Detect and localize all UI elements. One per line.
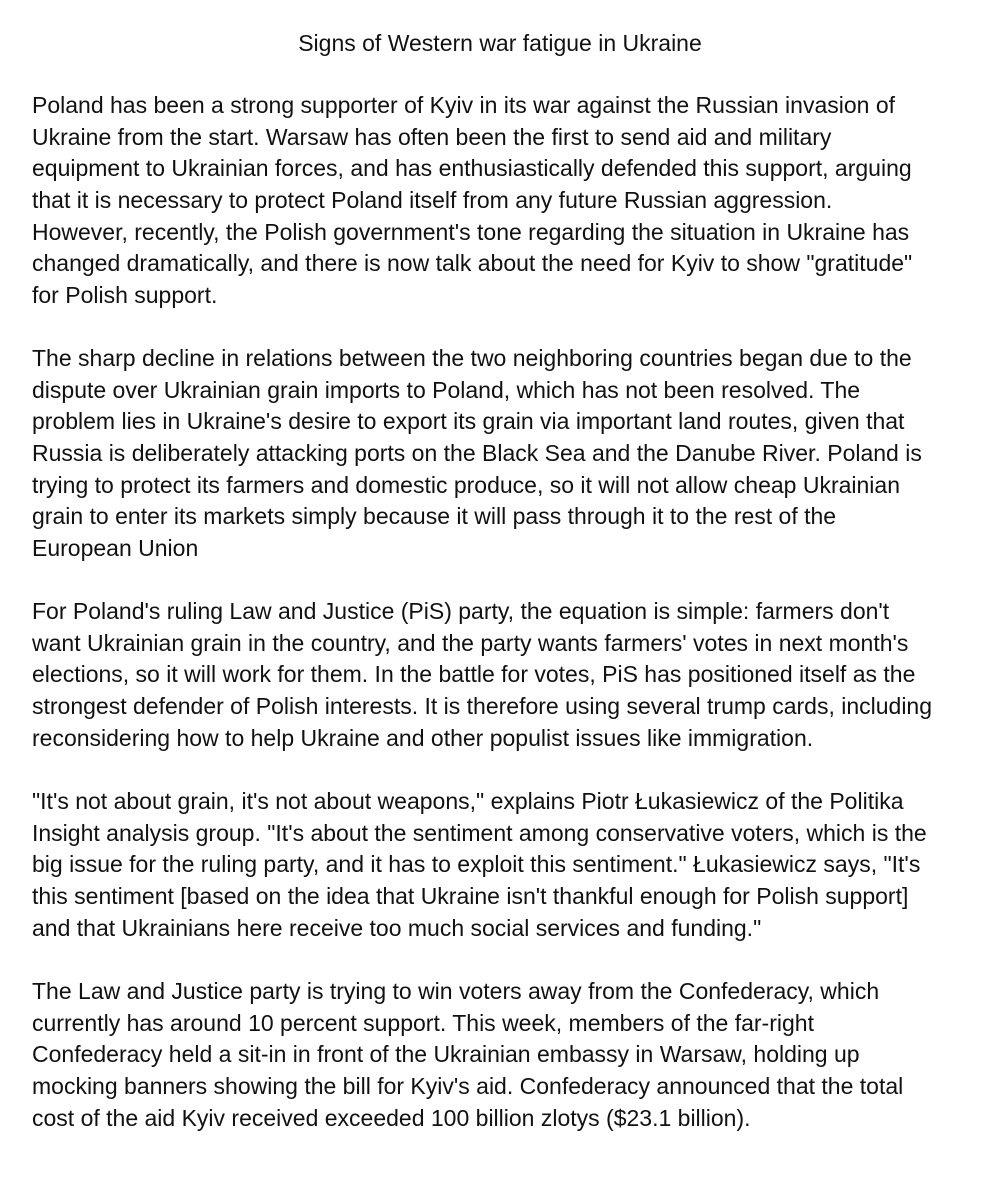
text-line: problem lies in Ukraine's desire to export its grain via important land routes, given that bbox=[32, 408, 905, 435]
text-line: for Polish support. bbox=[32, 282, 218, 309]
text-line: The sharp decline in relations between the two neighboring countries began due to the bbox=[32, 345, 912, 371]
text-line: Russia is deliberately attacking ports on the Black Sea and the Danube River. Poland is bbox=[32, 440, 922, 467]
text-line: trying to protect its farmers and domestic produce, so it will not allow cheap Ukrainian bbox=[32, 471, 901, 498]
text-line: that it is necessary to protect Poland itself from any future Russian aggression. bbox=[32, 187, 833, 214]
text-line: Confederacy held a sit-in in front of the Ukrainian embassy in Warsaw, holding up bbox=[32, 1041, 860, 1068]
text-line: Insight analysis group. "It's about the sentiment among conservative voters, which is the bbox=[32, 819, 927, 846]
document-title: Signs of Western war fatigue in Ukraine bbox=[298, 30, 702, 56]
paragraph bbox=[32, 343, 992, 565]
text-line: reconsidering how to help Ukraine and other populist issues like immigration. bbox=[32, 724, 814, 751]
text-line: For Poland's ruling Law and Justice (PiS) party, the equation is simple: farmers don't bbox=[32, 598, 890, 624]
paragraph bbox=[32, 90, 992, 312]
text-line: Poland has been a strong supporter of Kyiv in its war against the Russian invasion of bbox=[32, 92, 895, 118]
text-line: "It's not about grain, it's not about weapons," explains Piotr Łukasiewicz of the Politika bbox=[32, 788, 904, 814]
text-line: mocking banners showing the bill for Kyiv's aid. Confederacy announced that the total bbox=[32, 1073, 904, 1100]
text-line: strongest defender of Polish interests. It is therefore using several trump cards, including bbox=[32, 693, 933, 720]
paragraph bbox=[32, 596, 992, 754]
text-line: grain to enter its markets simply because it will pass through it to the rest of the bbox=[32, 503, 837, 530]
text-line: want Ukrainian grain in the country, and the party wants farmers' votes in next month's bbox=[32, 629, 909, 656]
paragraph bbox=[32, 786, 992, 944]
text-line: European Union bbox=[32, 535, 199, 562]
text-line: The Law and Justice party is trying to win voters away from the Confederacy, which bbox=[32, 978, 880, 1004]
text-line: changed dramatically, and there is now talk about the need for Kyiv to show "gratitude" bbox=[32, 250, 913, 277]
text-line: this sentiment [based on the idea that Ukraine isn't thankful enough for Polish support] bbox=[32, 883, 909, 910]
text-line: big issue for the ruling party, and it has to exploit this sentiment." Łukasiewicz says, "It's bbox=[32, 851, 921, 878]
text-line: and that Ukrainians here receive too much social services and funding." bbox=[32, 914, 762, 941]
text-line: However, recently, the Polish government's tone regarding the situation in Ukraine has bbox=[32, 218, 910, 245]
text-line: elections, so it will work for them. In the battle for votes, PiS has positioned itself as the bbox=[32, 661, 916, 688]
text-line: Ukraine from the start. Warsaw has often been the first to send aid and military bbox=[32, 123, 832, 150]
text-line: cost of the aid Kyiv received exceeded 100 billion zlotys ($23.1 billion). bbox=[32, 1104, 751, 1131]
text-line: currently has around 10 percent support. This week, members of the far-right bbox=[32, 1009, 814, 1036]
text-line: dispute over Ukrainian grain imports to Poland, which has not been resolved. The bbox=[32, 376, 861, 403]
text-line: equipment to Ukrainian forces, and has enthusiastically defended this support, arguing bbox=[32, 155, 912, 182]
paragraph bbox=[32, 976, 992, 1134]
